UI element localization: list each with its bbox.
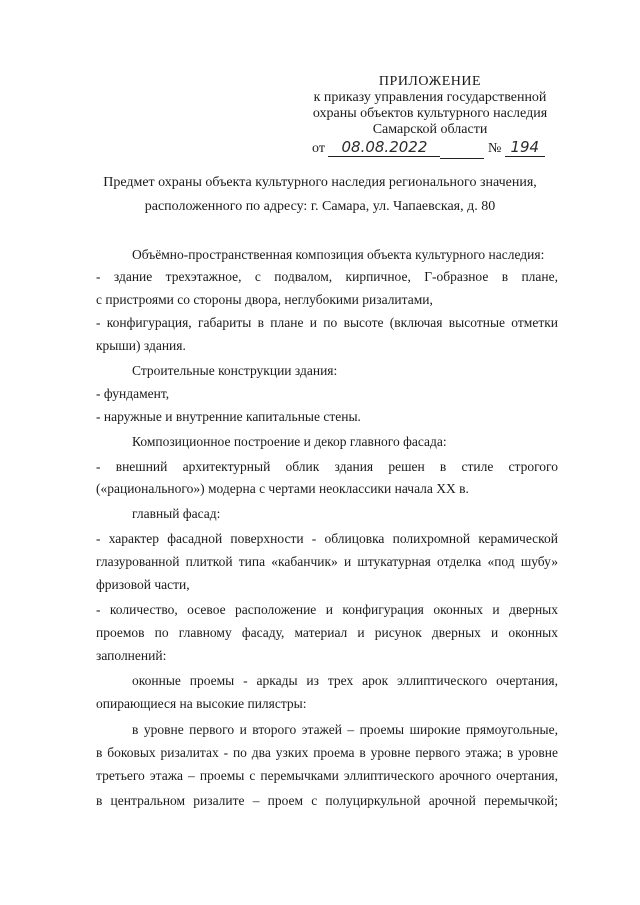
body-line-19: оконные проемы - аркады из трех арок эллиптического очертания, (132, 673, 558, 688)
body-line-8: - наружные и внутренние капитальные стены. (96, 409, 361, 424)
order-date: 08.08.2022 (328, 138, 440, 157)
body-line-9: Композиционное построение и декор главного фасада: (132, 434, 447, 449)
body-line-20: опирающиеся на высокие пилястры: (96, 696, 307, 711)
body-line-4: - конфигурация, габариты в плане и по высоте (включая высотные отметки (96, 315, 558, 330)
body-line-18: заполнений: (96, 648, 167, 663)
body-line-14: глазурованной плиткой типа «кабанчик» и штукатурная отделка «под шубу» (96, 554, 558, 569)
from-label: от (312, 141, 325, 156)
document-title-line-1: Предмет охраны объекта культурного наследия регионального значения, (103, 175, 537, 190)
appendix-heading: ПРИЛОЖЕНИЕ (378, 74, 482, 89)
body-line-5: крыши) здания. (96, 338, 186, 353)
order-number: 194 (505, 138, 545, 157)
body-line-15: фризовой части, (96, 577, 190, 592)
body-line-6: Строительные конструкции здания: (132, 363, 338, 378)
body-line-22: в боковых ризалитах - по два узких проема в уровне первого этажа; в уровне (96, 745, 558, 760)
appendix-block (300, 74, 560, 138)
body-line-10: - внешний архитектурный облик здания решен в стиле строгого (96, 459, 558, 474)
body-line-21: в уровне первого и второго этажей – проемы широкие прямоугольные, (132, 722, 558, 737)
body-line-1: Объёмно-пространственная композиция объекта культурного наследия: (132, 247, 545, 262)
body-line-24: в центральном ризалите – проем с полуциркульной арочной перемычкой; (96, 793, 558, 808)
body-line-13: - характер фасадной поверхности - облицовка полихромной керамической (96, 531, 558, 546)
appendix-line-2: охраны объектов культурного наследия (312, 106, 548, 121)
body-line-12: главный фасад: (132, 506, 221, 521)
number-label: № (487, 141, 502, 156)
appendix-line-1: к приказу управления государственной (313, 90, 547, 105)
appendix-line-3: Самарской области (372, 122, 488, 137)
underline-spacer (440, 140, 484, 159)
body-line-17: проемов по главному фасаду, материал и рисунок дверных и оконных (96, 625, 558, 640)
body-line-2: - здание трехэтажное, с подвалом, кирпичное, Г-образное в плане, (96, 269, 558, 284)
body-line-11: («рационального») модерна с чертами неоклассики начала XX в. (96, 481, 469, 496)
document-title-line-2: расположенного по адресу: г. Самара, ул. Чапаевская, д. 80 (144, 199, 496, 214)
body-line-3: с пристроями со стороны двора, неглубокими ризалитами, (96, 292, 433, 307)
body-line-23: третьего этажа – проемы с перемычками эллиптического арочного очертания, (96, 768, 558, 783)
order-date-number-line (312, 138, 545, 159)
body-line-7: - фундамент, (96, 386, 170, 401)
body-line-16: - количество, осевое расположение и конфигурация оконных и дверных (96, 602, 558, 617)
